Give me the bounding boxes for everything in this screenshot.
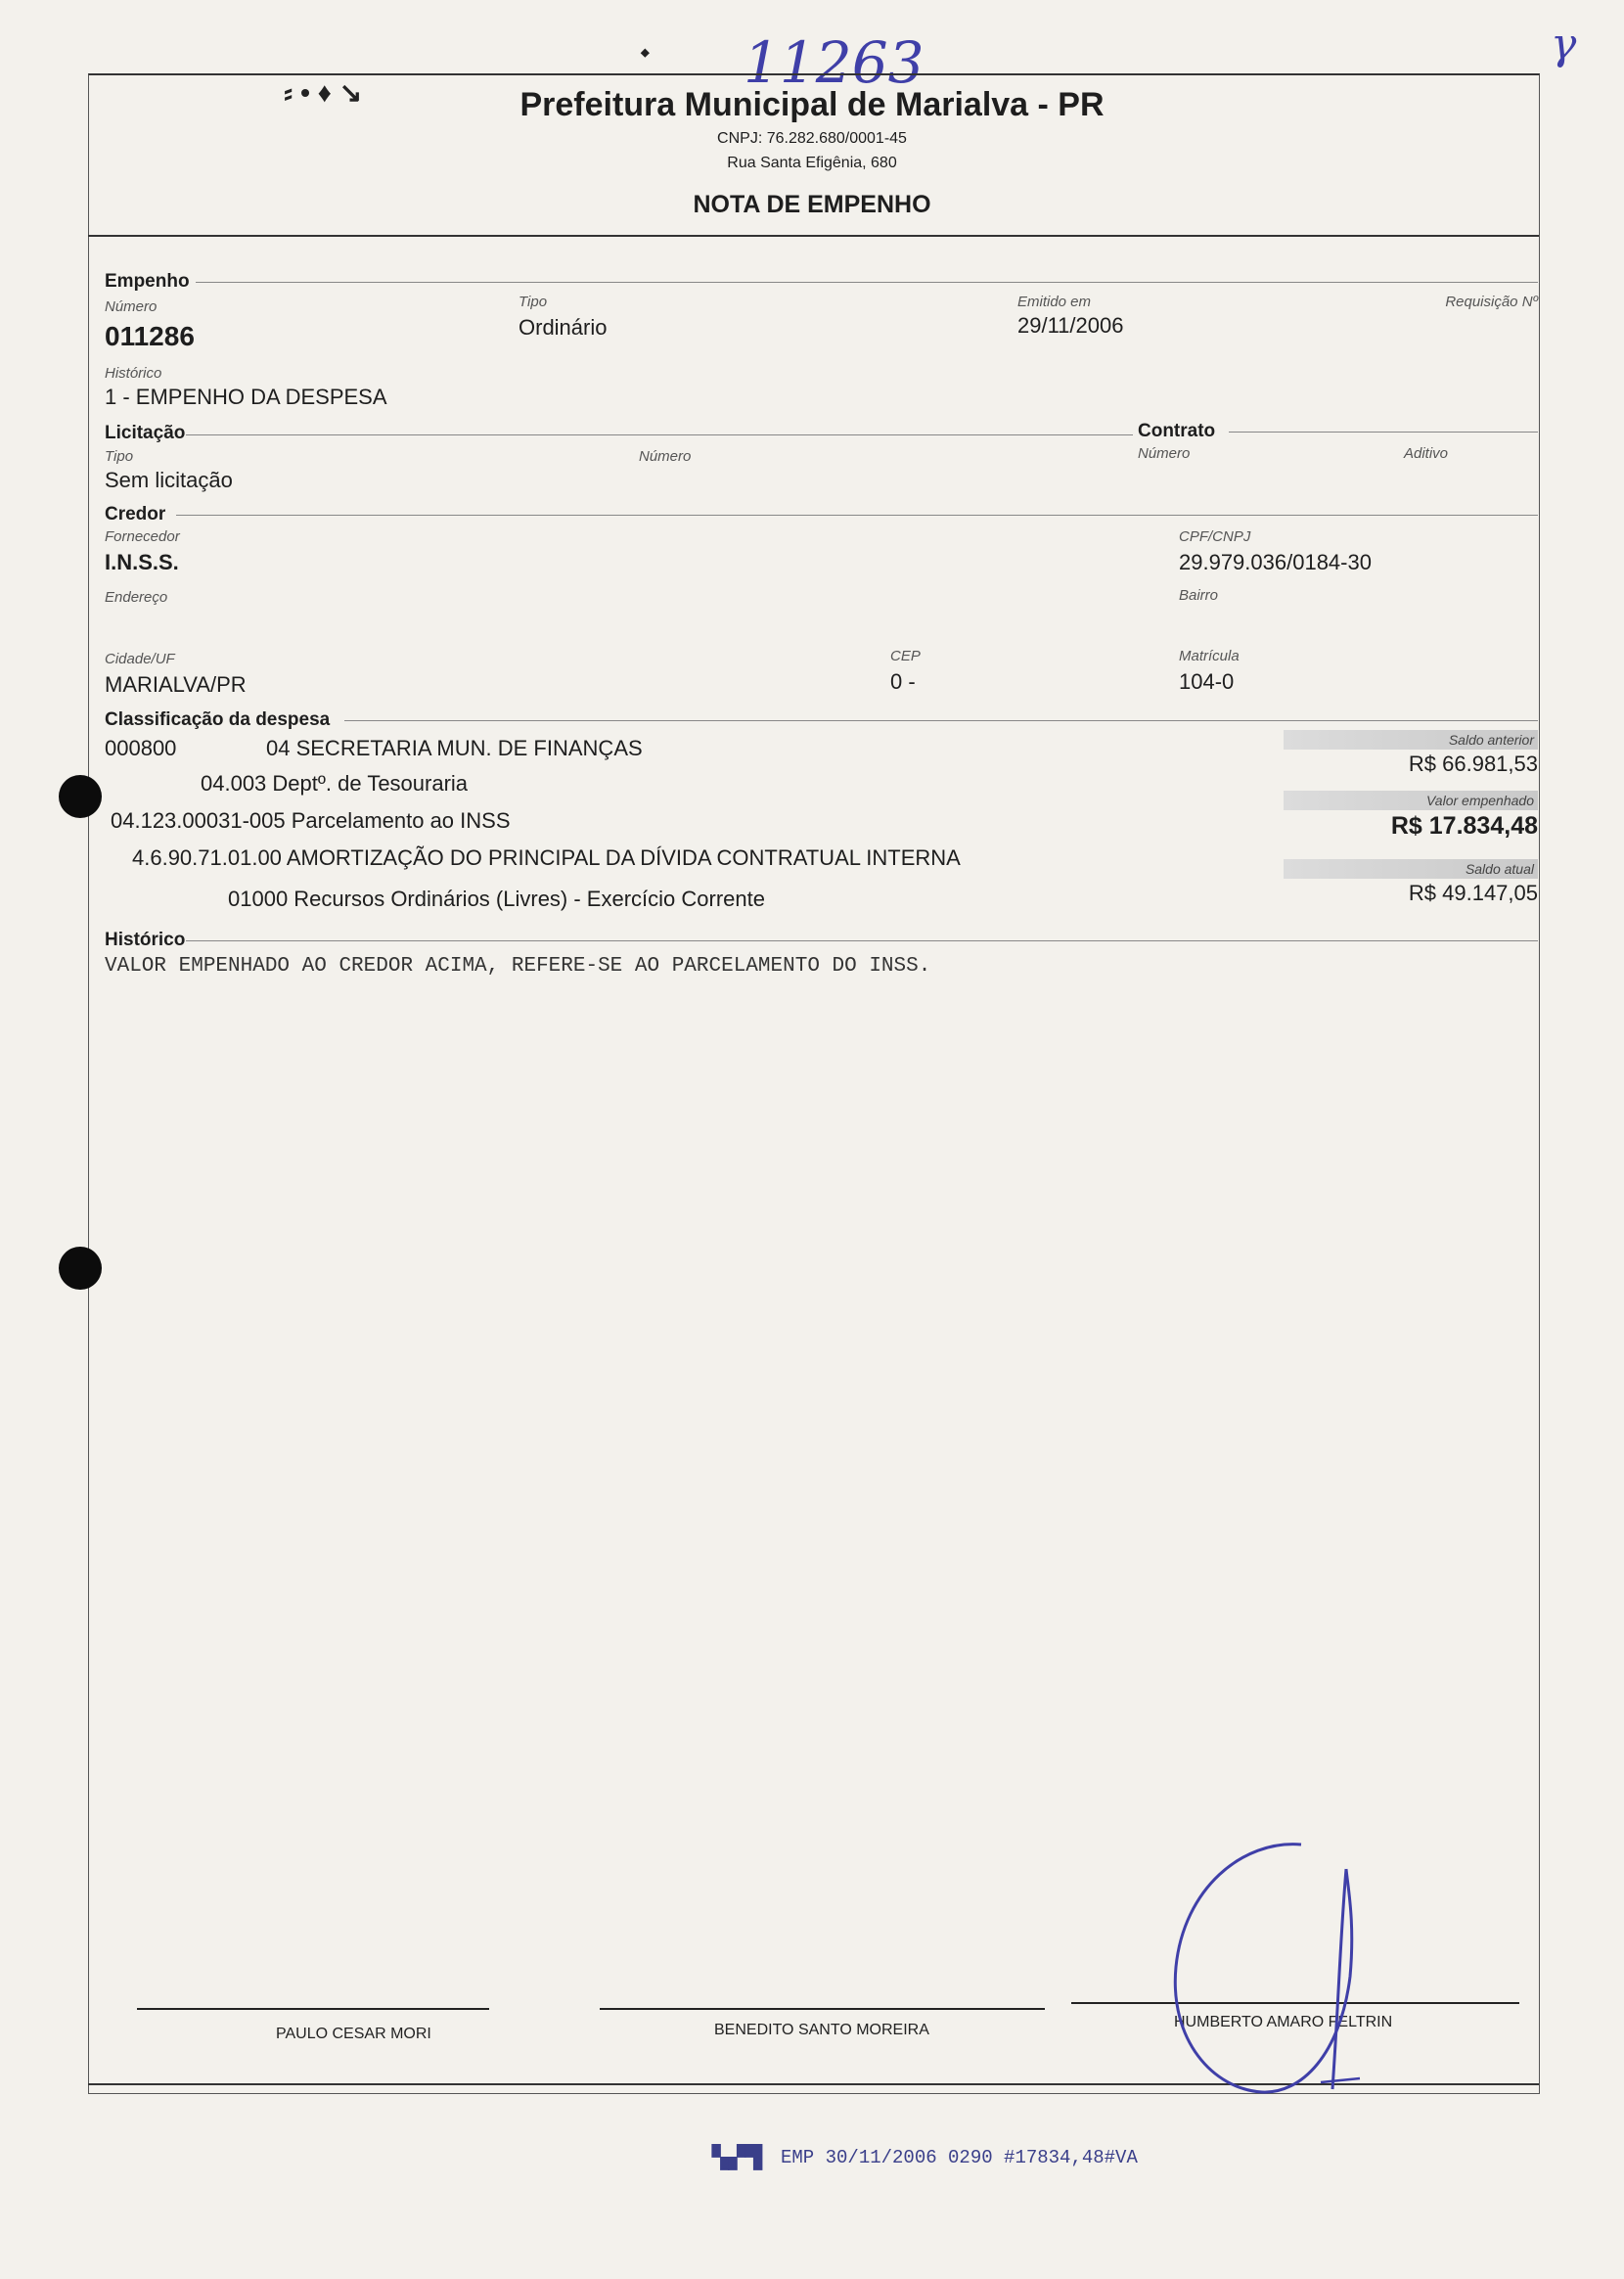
handwritten-signature [1154, 1830, 1409, 2114]
licitacao-tipo-label: Tipo [105, 448, 134, 465]
section-licitacao: Licitação [105, 423, 186, 443]
fornecedor-label: Fornecedor [105, 528, 180, 545]
numero-label: Número [105, 298, 158, 315]
municipality-title: Prefeitura Municipal de Marialva - PR [519, 86, 1105, 123]
signature-line [600, 2008, 1045, 2010]
saldo-atual-value: R$ 49.147,05 [1408, 881, 1538, 905]
section-classificacao: Classificação da despesa [105, 709, 331, 730]
document-frame [88, 73, 1540, 2094]
valor-empenhado-value: R$ 17.834,48 [1390, 812, 1538, 840]
signature-name-3: HUMBERTO AMARO FELTRIN [1174, 2014, 1393, 2030]
saldo-anterior-label: Saldo anterior [1284, 730, 1538, 750]
tipo-label: Tipo [519, 294, 548, 310]
cpf-label: CPF/CNPJ [1179, 528, 1251, 545]
signature-line [137, 2008, 489, 2010]
valor-empenhado-label: Valor empenhado [1284, 791, 1538, 810]
handwritten-mark: γ [1551, 20, 1577, 69]
scan-mark: ⸗ • ♦ ↘ [284, 77, 363, 108]
matricula-value: 104-0 [1179, 669, 1235, 694]
historico-text: VALOR EMPENHADO AO CREDOR ACIMA, REFERE-SE AO PARCELAMENTO DO INSS. [105, 955, 931, 978]
header-divider [88, 235, 1539, 237]
cidade-label: Cidade/UF [105, 651, 175, 667]
saldo-anterior-value: R$ 66.981,53 [1408, 752, 1538, 776]
section-empenho: Empenho [105, 271, 190, 292]
binder-hole [59, 775, 102, 818]
handwritten-number: 11263 [744, 29, 925, 96]
contrato-numero-label: Número [1138, 445, 1191, 462]
binder-hole [59, 1247, 102, 1290]
fornecedor-value: I.N.S.S. [105, 550, 179, 574]
licitacao-tipo-value: Sem licitação [105, 468, 233, 492]
classificacao-code: 000800 [105, 736, 177, 760]
classificacao-projeto: 04.123.00031-005 Parcelamento ao INSS [111, 808, 511, 833]
contrato-aditivo-label: Aditivo [1404, 445, 1449, 462]
cpf-value: 29.979.036/0184-30 [1179, 550, 1372, 574]
classificacao-secretaria: 04 SECRETARIA MUN. DE FINANÇAS [266, 736, 643, 760]
signature-name-1: PAULO CESAR MORI [276, 2026, 431, 2042]
empenho-number: 011286 [105, 321, 195, 351]
classificacao-elemento: 4.6.90.71.01.00 AMORTIZAÇÃO DO PRINCIPAL DA DÍVIDA CONTRATUAL INTERNA [132, 845, 961, 870]
emitido-value: 29/11/2006 [1017, 313, 1124, 338]
section-rule [186, 434, 1133, 435]
classificacao-depto: 04.003 Deptº. de Tesouraria [201, 771, 469, 796]
cidade-value: MARIALVA/PR [105, 672, 247, 697]
matricula-label: Matrícula [1179, 648, 1240, 664]
stamp-mark: ▚▞▜ [712, 2145, 762, 2169]
licitacao-numero-label: Número [639, 448, 692, 465]
historico-small-label: Histórico [105, 365, 162, 382]
tipo-value: Ordinário [519, 315, 608, 340]
print-stamp: EMP 30/11/2006 0290 #17834,48#VA [781, 2147, 1138, 2168]
scan-mark: ⬩ [641, 39, 650, 66]
signature-name-2: BENEDITO SANTO MOREIRA [714, 2022, 929, 2038]
cnpj-text: CNPJ: 76.282.680/0001-45 [717, 130, 907, 147]
saldo-atual-label: Saldo atual [1284, 859, 1538, 879]
section-credor: Credor [105, 504, 166, 524]
section-contrato: Contrato [1138, 421, 1216, 441]
classificacao-recurso: 01000 Recursos Ordinários (Livres) - Exercício Corrente [228, 887, 765, 911]
bairro-label: Bairro [1179, 587, 1219, 604]
section-rule [176, 515, 1538, 516]
address-text: Rua Santa Efigênia, 680 [727, 155, 897, 171]
cep-value: 0 - [890, 669, 916, 694]
document-title: NOTA DE EMPENHO [693, 191, 931, 218]
historico-small-value: 1 - EMPENHO DA DESPESA [105, 385, 387, 409]
section-historico: Histórico [105, 930, 186, 950]
section-rule [1229, 432, 1538, 433]
section-rule [186, 940, 1538, 941]
requisicao-label: Requisição Nº [1445, 294, 1538, 310]
cep-label: CEP [890, 648, 921, 664]
emitido-label: Emitido em [1017, 294, 1092, 310]
endereco-label: Endereço [105, 589, 168, 606]
section-rule [344, 720, 1538, 721]
section-rule [196, 282, 1538, 283]
